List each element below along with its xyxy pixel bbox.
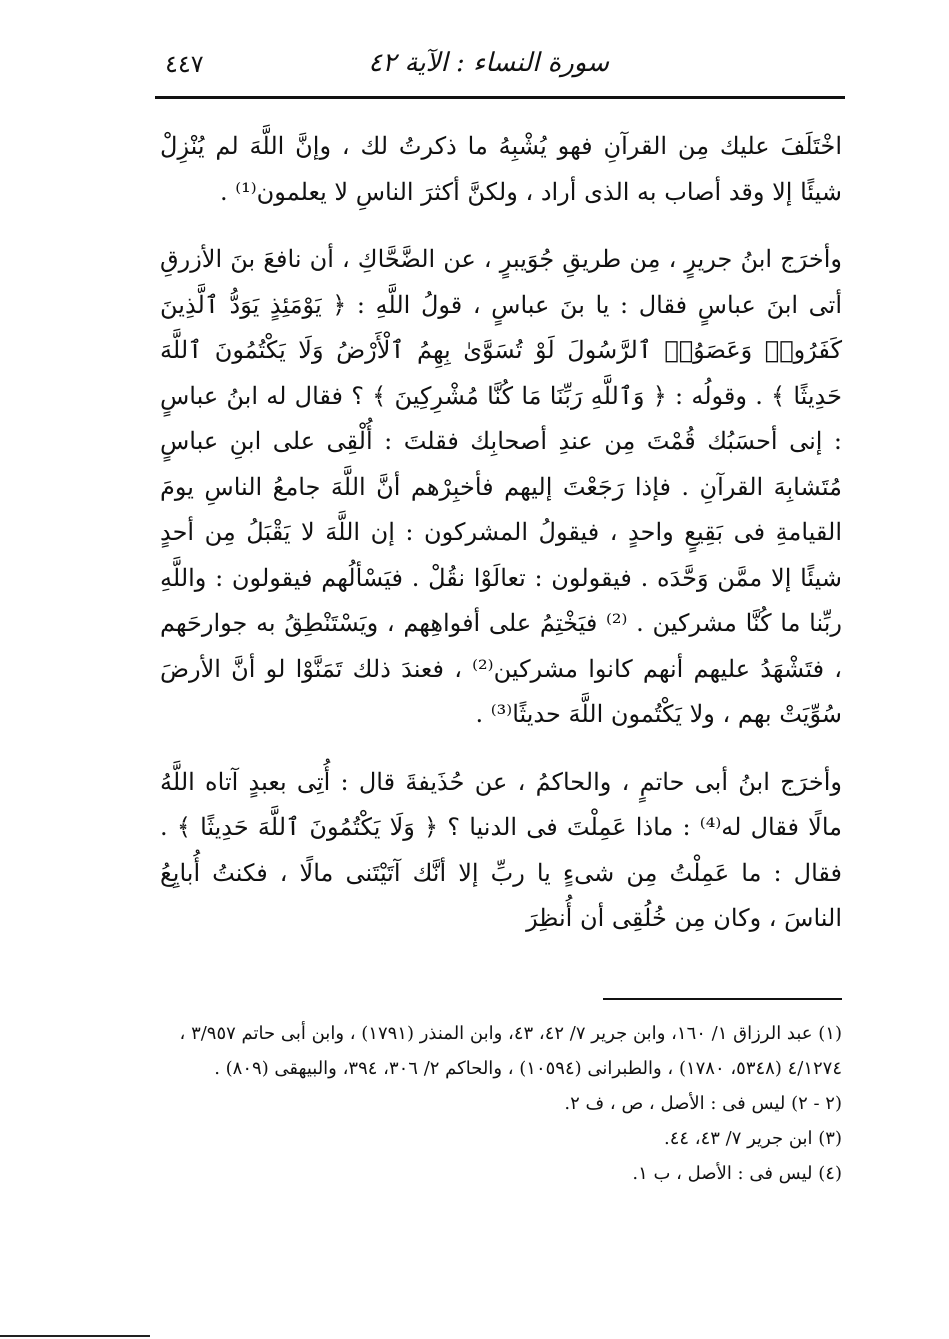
main-text xyxy=(160,124,842,942)
paragraph-1: اخْتَلَفَ عليك مِن القرآنِ فهو يُشْبِهُ ما ذكرتُ لك ، وإنَّ اللَّهَ لم يُنْزِلْ شيئًا إلا وقد أصاب به الذى أراد ، ولكنَّ أكثرَ الناسِ لا يعلمون⁽¹⁾ . xyxy=(160,132,842,206)
footnote-1: (١) عبد الرزاق ١/ ١٦٠، وابن جرير ٧/ ٤٢، ٤٣، وابن المنذر (١٧٩١) ، وابن أبى حاتم ٣/٩٥٧ ، ٤/١٢٧٤ (٥٣٤٨، ١٧٨٠) ، والطبرانى (١٠٥٩٤) ، والحاكم ٢/ ٣٠٦، ٣٩٤، والبيهقى (٨٠٩) . xyxy=(179,1023,842,1079)
footnote-divider xyxy=(603,998,842,1000)
page-number: ٤٤٧ xyxy=(165,50,204,78)
footnotes xyxy=(160,1016,842,1191)
scan-edge-mark xyxy=(0,1335,150,1337)
footnote-4: (٤) ليس فى : الأصل ، ب ١. xyxy=(632,1163,842,1184)
footnote-2: (٢ - ٢) ليس فى : الأصل ، ص ، ف ٢. xyxy=(564,1093,842,1114)
footnote-3: (٣) ابن جرير ٧/ ٤٣، ٤٤. xyxy=(663,1128,842,1149)
running-header-title: سورة النساء : الآية ٤٢ xyxy=(368,48,609,78)
paragraph-2: وأخرَج ابنُ جريرٍ ، مِن طريقِ جُوَيبرٍ ، عن الضَّحَّاكِ ، أن نافعَ بنَ الأزرقِ أتى ابنَ عباسٍ فقال : يا بنَ عباسٍ ، قولُ اللَّهِ : ﴿ يَوْمَئِذٍ يَوَدُّ ٱلَّذِينَ كَفَرُوا۟ وَعَصَوُا۟ ٱلرَّسُولَ لَوْ تُسَوَّىٰ بِهِمُ ٱلْأَرْضُ وَلَا يَكْتُمُونَ ٱللَّهَ حَدِيثًا ﴾ . وقولُه : ﴿ وَٱللَّهِ رَبِّنَا مَا كُنَّا مُشْرِكِينَ ﴾ ؟ فقال له ابنُ عباسٍ : إنى أحسَبُك قُمْتَ مِن عندِ أصحابِك فقلتَ : أُلْقِى على ابنِ عباسٍ مُتَشابِهَ القرآنِ . فإذا رَجَعْتَ إليهم فأخبِرْهم أنَّ اللَّهَ جامعُ الناسِ يومَ القيامةِ فى بَقِيعٍ واحدٍ ، فيقولُ المشركون : إن اللَّهَ لا يَقْبَلُ مِن أحدٍ شيئًا إلا ممَّن وَحَّدَه . فيقولون : تعالَوْا نقُلْ . فيَسْألُهم فيقولون : واللَّهِ ربِّنا ما كُنَّا مشركين . ⁽²⁾ فيَخْتِمُ على أفواهِهم ، ويَسْتَنْطِقُ به جوارحَهم ، فتَشْهَدُ عليهم أنهم كانوا مشركين⁽²⁾ ، فعندَ ذلك تَمَنَّوْا لو أنَّ الأرضَ سُوِّيَتْ بهم ، ولا يَكْتُمون اللَّهَ حديثًا⁽³⁾ . xyxy=(160,245,842,728)
header-divider xyxy=(155,96,845,99)
paragraph-3: وأخرَج ابنُ أبى حاتمٍ ، والحاكمُ ، عن حُذَيفةَ قال : أُتِى بعبدٍ آتاه اللَّهُ مالًا فقال له⁽⁴⁾ : ماذا عَمِلْتَ فى الدنيا ؟ ﴿ وَلَا يَكْتُمُونَ ٱللَّهَ حَدِيثًا ﴾ . فقال : ما عَمِلْتُ مِن شىءٍ يا ربِّ إلا أنَّك آتَيْتَنى مالًا ، فكنتُ أُبايِعُ الناسَ ، وكان مِن خُلُقِى أن أُنظِرَ xyxy=(160,767,842,932)
running-header xyxy=(155,40,845,98)
